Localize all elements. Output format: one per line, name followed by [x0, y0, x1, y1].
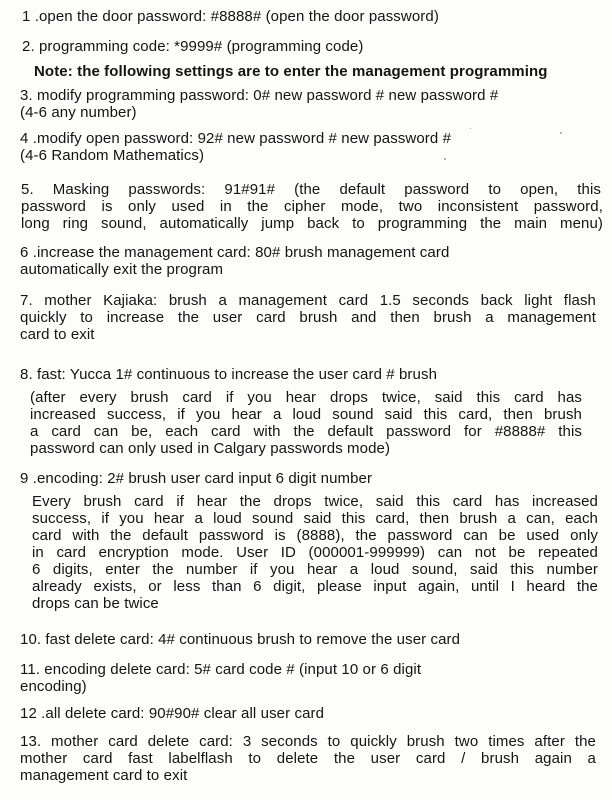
item-6-line-1: 6 .increase the management card: 80# brush management card: [20, 244, 450, 261]
item-11-line-2: encoding): [20, 678, 87, 695]
management-note: Note: the following settings are to enter the management programming: [34, 63, 548, 80]
print-speck: [560, 132, 562, 134]
item-8-line-1: 8. fast: Yucca 1# continuous to increase the user card # brush: [20, 366, 438, 383]
item-2-line-1: 2. programming code: *9999# (programming code): [22, 38, 364, 55]
item-7-line-1: 7. mother Kajiaka: brush a management card 1.5 seconds back light flash: [20, 292, 596, 309]
item-4-line-1: 4 .modify open password: 92# new password # new password #: [20, 130, 452, 147]
item-9-line-5: in card encryption mode. User ID (000001-999999) can not be repeated: [32, 544, 598, 561]
item-9-line-2: Every brush card if hear the drops twice, said this card has increased: [32, 493, 598, 510]
item-5-line-3: long ring sound, automatically jump back to programming the main menu): [21, 215, 603, 232]
item-5-line-1: 5. Masking passwords: 91#91# (the default password to open, this: [21, 181, 601, 198]
item-8-line-2: (after every brush card if you hear drops twice, said this card has: [30, 389, 582, 406]
item-12-line-1: 12 .all delete card: 90#90# clear all user card: [20, 705, 325, 722]
item-7-line-2: quickly to increase the user card brush and then brush a management: [20, 309, 596, 326]
item-13-line-2: mother card fast labelflash to delete the user card / brush again a: [20, 750, 596, 767]
item-8-line-3: increased success, if you hear a loud sound said this card, then brush: [30, 406, 582, 423]
item-11-line-1: 11. encoding delete card: 5# card code # (input 10 or 6 digit: [20, 661, 422, 678]
item-5-line-2: password is only used in the cipher mode, two inconsistent password,: [21, 198, 603, 215]
item-7-line-3: card to exit: [20, 326, 95, 343]
item-8-line-4: a card can be, each card with the default password for #8888# this: [30, 423, 582, 440]
item-10-line-1: 10. fast delete card: 4# continuous brush to remove the user card: [20, 631, 461, 648]
item-4-line-2: (4-6 Random Mathematics): [20, 147, 205, 164]
item-9-line-7: already exists, or less than 6 digit, please input again, until I heard the: [32, 578, 598, 595]
item-13-line-3: management card to exit: [20, 767, 188, 784]
item-3-line-1: 3. modify programming password: 0# new password # new password #: [20, 87, 499, 104]
item-9-line-1: 9 .encoding: 2# brush user card input 6 digit number: [20, 470, 373, 487]
item-9-line-6: 6 digits, enter the number if you hear a loud sound, said this number: [32, 561, 598, 578]
item-9-line-8: drops can be twice: [32, 595, 159, 612]
item-9-line-3: success, if you hear a loud sound said this card, then brush a can, each: [32, 510, 598, 527]
item-6-line-2: automatically exit the program: [20, 261, 224, 278]
print-speck: [444, 158, 446, 160]
item-3-line-2: (4-6 any number): [20, 104, 137, 121]
print-speck: [470, 128, 471, 129]
item-8-line-5: password can only used in Calgary passwords mode): [30, 440, 391, 457]
item-13-line-1: 13. mother card delete card: 3 seconds to quickly brush two times after the: [20, 733, 596, 750]
item-1-line-1: 1 .open the door password: #8888# (open the door password): [22, 8, 439, 25]
item-9-line-4: card with the default password is (8888), the password can be used only: [32, 527, 598, 544]
